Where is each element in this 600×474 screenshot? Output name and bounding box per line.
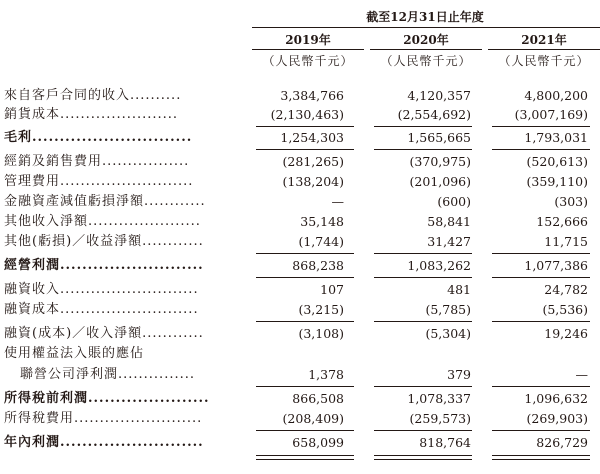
- value-2019: (2,130,463): [270, 107, 344, 122]
- row-label: 毛利.............................: [4, 130, 193, 145]
- value-2019: 35,148: [300, 214, 344, 229]
- value-2021: (3,007,169): [514, 107, 588, 122]
- column-header-2020: [370, 31, 482, 70]
- value-2021: 11,715: [544, 234, 588, 249]
- value-2020: (201,096): [409, 174, 471, 189]
- value-2019: 107: [320, 282, 344, 297]
- value-2020: 818,764: [419, 435, 471, 450]
- subtotal-rule: [256, 149, 354, 150]
- table-row: [0, 129, 600, 147]
- subtotal-rule: [256, 386, 354, 387]
- row-label: 使用權益法入賬的應佔: [4, 346, 145, 361]
- value-2020: (370,975): [409, 154, 471, 169]
- value-2020: 4,120,357: [407, 88, 471, 103]
- value-2019: (281,265): [282, 154, 344, 169]
- column-unit: （人民幣千元）: [262, 54, 354, 68]
- subtotal-rule: [492, 321, 590, 322]
- column-unit: （人民幣千元）: [498, 54, 590, 68]
- value-2021: (359,110): [526, 174, 588, 189]
- value-2020: 1,078,337: [407, 391, 471, 406]
- table-row: [0, 87, 600, 105]
- subtotal-rule: [374, 430, 472, 431]
- value-2020: (259,573): [409, 411, 471, 426]
- subtotal-rule: [256, 430, 354, 431]
- value-2021: (520,613): [526, 154, 588, 169]
- value-2020: (600): [437, 194, 471, 209]
- subtotal-rule: [492, 253, 590, 254]
- value-2020: (5,785): [425, 302, 471, 317]
- value-2019: 1,378: [308, 367, 344, 382]
- row-label: 經銷及銷售費用.................: [4, 154, 190, 169]
- value-2021: 4,800,200: [524, 88, 588, 103]
- table-row: [0, 325, 600, 343]
- table-row: [0, 173, 600, 191]
- subtotal-rule: [374, 386, 472, 387]
- column-rule: [370, 49, 482, 50]
- table-row: [0, 213, 600, 231]
- row-label: 經營利潤..........................: [4, 258, 204, 273]
- value-2019: (138,204): [282, 174, 344, 189]
- table-row: [0, 233, 600, 251]
- column-rule: [488, 49, 600, 50]
- table-row: [0, 345, 600, 363]
- column-rule: [252, 49, 364, 50]
- value-2019: 658,099: [292, 435, 344, 450]
- value-2020: 58,841: [427, 214, 471, 229]
- subtotal-rule: [256, 277, 354, 278]
- value-2019: —: [331, 194, 344, 209]
- value-2019: (3,108): [298, 326, 344, 341]
- subtotal-rule: [492, 430, 590, 431]
- subtotal-rule: [374, 149, 472, 150]
- value-2021: 1,077,386: [524, 258, 588, 273]
- value-2020: 379: [447, 367, 471, 382]
- table-row: [0, 366, 600, 384]
- period-header: 截至12月31日止年度: [366, 10, 484, 24]
- column-header-2019: [252, 31, 364, 70]
- total-double-rule: [256, 455, 354, 460]
- subtotal-rule: [492, 149, 590, 150]
- table-row: [0, 153, 600, 171]
- value-2021: 1,793,031: [524, 130, 588, 145]
- total-double-rule: [374, 455, 472, 460]
- subtotal-rule: [492, 277, 590, 278]
- subtotal-rule: [256, 126, 354, 127]
- subtotal-rule: [374, 126, 472, 127]
- row-label: 所得稅前利潤......................: [4, 391, 210, 406]
- value-2021: (5,536): [542, 302, 588, 317]
- row-label: 其他收入淨額......................: [4, 214, 201, 229]
- table-row: [0, 257, 600, 275]
- value-2021: 1,096,632: [524, 391, 588, 406]
- value-2021: 24,782: [544, 282, 588, 297]
- total-double-rule: [492, 455, 590, 460]
- column-year: 2019年: [285, 33, 331, 47]
- value-2019: 1,254,303: [280, 130, 344, 145]
- value-2021: (269,903): [526, 411, 588, 426]
- value-2021: 826,729: [536, 435, 588, 450]
- subtotal-rule: [374, 277, 472, 278]
- column-year: 2020年: [403, 33, 449, 47]
- subtotal-rule: [374, 253, 472, 254]
- column-header-2021: [488, 31, 600, 70]
- column-year: 2021年: [521, 33, 567, 47]
- value-2019: 3,384,766: [280, 88, 344, 103]
- value-2020: 1,565,665: [407, 130, 471, 145]
- value-2020: (5,304): [425, 326, 471, 341]
- table-row: [0, 193, 600, 211]
- row-label: 來自客戶合同的收入..........: [4, 88, 182, 103]
- value-2020: 31,427: [427, 234, 471, 249]
- value-2021: (303): [554, 194, 588, 209]
- column-unit: （人民幣千元）: [380, 54, 472, 68]
- value-2021: 19,246: [544, 326, 588, 341]
- value-2020: 1,083,262: [407, 258, 471, 273]
- subtotal-rule: [256, 321, 354, 322]
- row-label: 所得稅費用.........................: [4, 411, 203, 426]
- row-label: 融資收入...........................: [4, 282, 199, 297]
- row-label: 管理費用..........................: [4, 174, 194, 189]
- value-2020: 481: [447, 282, 471, 297]
- table-row: [0, 434, 600, 452]
- row-label: 融資(成本)／收入淨額............: [4, 326, 204, 341]
- value-2021: 152,666: [536, 214, 588, 229]
- value-2021: —: [575, 367, 588, 382]
- value-2020: (2,554,692): [397, 107, 471, 122]
- row-label: 銷貨成本.......................: [4, 107, 179, 122]
- subtotal-rule: [492, 126, 590, 127]
- value-2019: 866,508: [292, 391, 344, 406]
- period-rule: [252, 27, 600, 28]
- row-label: 融資成本...........................: [4, 302, 199, 317]
- subtotal-rule: [492, 386, 590, 387]
- table-row: [0, 301, 600, 319]
- table-row: [0, 106, 600, 124]
- row-label: 金融資產減值虧損淨額............: [4, 194, 206, 209]
- table-row: [0, 281, 600, 299]
- table-row: [0, 390, 600, 408]
- row-label: 聯營公司淨利潤...............: [20, 367, 195, 382]
- row-label: 其他(虧損)／收益淨額............: [4, 234, 204, 249]
- subtotal-rule: [374, 321, 472, 322]
- value-2019: (3,215): [298, 302, 344, 317]
- value-2019: (1,744): [298, 234, 344, 249]
- table-row: [0, 410, 600, 428]
- row-label: 年內利潤..........................: [4, 435, 204, 450]
- value-2019: 868,238: [292, 258, 344, 273]
- value-2019: (208,409): [282, 411, 344, 426]
- subtotal-rule: [256, 253, 354, 254]
